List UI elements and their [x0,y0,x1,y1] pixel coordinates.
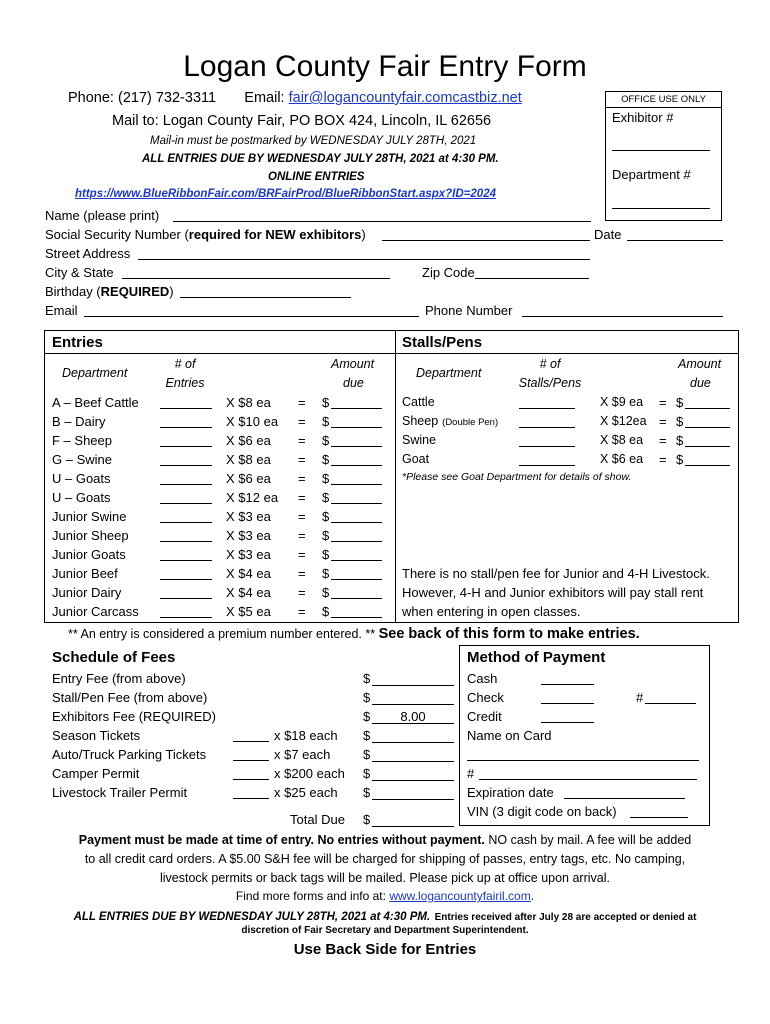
entry-dollar: $ [322,471,330,486]
entry-equals: = [298,509,306,524]
entry-count-field[interactable] [160,585,212,599]
cash-field[interactable] [541,684,594,685]
entry-dollar: $ [322,566,330,581]
zip-label: Zip Code [422,265,475,280]
entry-equals: = [298,414,306,429]
stall-price: X $8 ea [600,433,644,447]
fee-amount-field[interactable] [372,785,454,800]
stalls-col-num-1: # of [539,357,561,371]
entries-stalls-divider [395,330,396,623]
stall-department [402,433,436,447]
entry-count-field[interactable] [160,395,212,409]
fee-dollar: $ [363,690,371,705]
stall-dollar: $ [676,433,684,448]
entry-count-field[interactable] [160,509,212,523]
footer-line-2: to all credit card orders. A $5.00 S&H fee will be charged for shipping of passes, entry tags, etc. No camping, [84,852,686,866]
footer-discretion: discretion of Fair Secretary and Department Superintendent. [241,925,529,936]
entries-title: Entries [52,334,103,351]
entry-department: Junior Carcass [52,604,139,619]
fee-dollar: $ [363,785,371,800]
stall-department-label: Goat [402,452,430,466]
entry-department: U – Goats [52,490,111,505]
entry-department: Junior Dairy [52,585,122,600]
entry-amount-field[interactable] [331,414,382,428]
credit-label: Credit [467,709,502,724]
footer-back: Use Back Side for Entries [293,941,477,958]
entry-department: Junior Beef [52,566,118,581]
footer-due-line [0,907,770,925]
entries-col-num-1: # of [174,357,196,371]
date-label: Date [594,227,622,242]
stall-department [402,414,498,428]
entry-equals: = [298,528,306,543]
name-label: Name (please print) [45,208,160,223]
entry-department: F – Sheep [52,433,112,448]
entry-dollar: $ [322,509,330,524]
fee-quantity-field[interactable] [233,728,269,742]
fee-dollar: $ [363,671,371,686]
email-field-label: Email [45,303,78,318]
entry-amount-field[interactable] [331,547,382,561]
entry-price: X $8 ea [226,452,271,467]
stalls-title: Stalls/Pens [402,334,483,351]
stall-count-field[interactable] [519,452,575,466]
footer-line-1 [0,833,770,847]
stall-equals: = [659,452,667,467]
total-due-field[interactable] [372,826,454,827]
entry-count-field[interactable] [160,547,212,561]
fee-quantity-field[interactable] [233,747,269,761]
stall-count-field[interactable] [519,433,575,447]
email-link[interactable]: fair@logancountyfair.comcastbiz.net [288,90,522,106]
entry-amount-field[interactable] [331,490,382,504]
stall-department-note: (Double Pen) [442,417,499,428]
stall-amount-field[interactable] [685,395,730,409]
more-info-link[interactable]: www.logancountyfairil.com [389,889,531,903]
entry-dollar: $ [322,414,330,429]
fee-label: Camper Permit [52,766,140,781]
entry-equals: = [298,452,306,467]
ssn-label-b: required for NEW exhibitors [188,227,362,242]
stall-equals: = [659,395,667,410]
exhibitor-number-label: Exhibitor # [612,110,674,125]
check-number-field[interactable] [645,703,696,704]
fee-rate: x $18 each [274,728,338,743]
card-number-field[interactable] [479,779,697,780]
ssn-field[interactable] [382,240,590,241]
more-info-period: . [530,889,535,903]
entry-amount-field[interactable] [331,433,382,447]
stall-department [402,395,435,409]
fee-label: Stall/Pen Fee (from above) [52,690,208,705]
stall-price: X $6 ea [600,452,644,466]
entry-price: X $4 ea [226,585,271,600]
entry-price: X $3 ea [226,528,271,543]
online-entries-link[interactable]: https://www.BlueRibbonFair.com/BRFairProd/BlueRibbonStart.aspx?ID=2024 [75,188,496,200]
entry-amount-field[interactable] [331,395,382,409]
check-number-label: # [636,690,644,705]
entry-count-field[interactable] [160,414,212,428]
ssn-label-c: ) [361,227,366,242]
fee-quantity-field[interactable] [233,785,269,799]
fee-label: Auto/Truck Parking Tickets [52,747,207,762]
expiration-field[interactable] [564,798,685,799]
entry-dollar: $ [322,585,330,600]
entry-amount-field[interactable] [331,509,382,523]
entry-price: X $6 ea [226,471,271,486]
junior-note-2: However, 4-H and Junior exhibitors will pay stall rent [402,585,704,600]
stall-equals: = [659,414,667,429]
entry-dollar: $ [322,452,330,467]
footer-line-3: livestock permits or back tags will be mailed. Please pick up at office upon arrival. [160,871,610,885]
email-label: Email: [244,90,285,106]
entry-price: X $6 ea [226,433,271,448]
check-field[interactable] [541,703,594,704]
phone-number-field[interactable] [522,316,723,317]
stalls-col-dept: Department [416,366,482,380]
stall-price: X $12ea [600,414,647,428]
stall-dollar: $ [676,395,684,410]
entry-amount-field[interactable] [331,585,382,599]
entry-count-field[interactable] [160,604,212,618]
payment-title: Method of Payment [467,649,606,666]
street-label: Street Address [45,246,131,261]
entry-amount-field[interactable] [331,471,382,485]
entry-amount-field[interactable] [331,566,382,580]
stall-department-label: Swine [402,433,437,447]
footer-late: Entries received after July 28 are accepted or denied at [434,912,697,923]
city-state-field[interactable] [122,278,390,279]
total-due-dollar: $ [363,812,371,827]
entry-amount-field[interactable] [331,528,382,542]
entry-price: X $4 ea [226,566,271,581]
fee-amount-field[interactable]: 8.00 [372,709,454,724]
entry-count-field[interactable] [160,452,212,466]
fee-dollar: $ [363,709,371,724]
entry-count-field[interactable] [160,490,212,504]
office-use-title: OFFICE USE ONLY [605,94,722,108]
exhibitor-number-field[interactable] [612,150,710,151]
phone-line [68,90,522,106]
premium-note: ** An entry is considered a premium number entered. ** [68,627,376,641]
ssn-label [45,227,366,242]
entry-department: Junior Swine [52,509,127,524]
entry-dollar: $ [322,547,330,562]
entry-dollar: $ [322,604,330,619]
fee-amount-field[interactable] [372,747,454,762]
fee-dollar: $ [363,747,371,762]
city-state-label: City & State [45,265,114,280]
entry-department: A – Beef Cattle [52,395,139,410]
stalls-col-amt-1: Amount [678,357,722,371]
entry-count-field[interactable] [160,528,212,542]
check-label: Check [467,690,504,705]
footer-more-info [0,889,770,903]
total-due-label: Total Due [290,812,345,827]
birthday-label-c: ) [169,284,174,299]
vin-field[interactable] [630,817,688,818]
zip-field[interactable] [475,278,589,279]
birthday-label-a: Birthday ( [45,284,101,299]
page-title: Logan County Fair Entry Form [183,50,587,83]
footer-payment-rest: NO cash by mail. A fee will be added [488,833,692,847]
footer-due-italic: ALL ENTRIES DUE BY WEDNESDAY JULY 28TH, 2021 at 4:30 PM. [73,911,431,923]
fee-dollar: $ [363,728,371,743]
card-number-label: # [467,766,475,781]
entry-dollar: $ [322,395,330,410]
fee-rate: x $200 each [274,766,345,781]
cash-label: Cash [467,671,498,686]
entry-price: X $3 ea [226,509,271,524]
fee-rate: x $7 each [274,747,331,762]
fee-rate: x $25 each [274,785,338,800]
vin-label: VIN (3 digit code on back) [467,804,617,819]
name-on-card-label: Name on Card [467,728,552,743]
entry-count-field[interactable] [160,471,212,485]
entry-department: B – Dairy [52,414,106,429]
stall-amount-field[interactable] [685,433,730,447]
entry-count-field[interactable] [160,566,212,580]
email-field[interactable] [84,316,419,317]
fee-label: Season Tickets [52,728,141,743]
birthday-field[interactable] [180,297,351,298]
stall-dollar: $ [676,452,684,467]
postmark-note: Mail-in must be postmarked by WEDNESDAY JULY 28TH, 2021 [150,135,477,147]
expiration-label: Expiration date [467,785,554,800]
stall-equals: = [659,433,667,448]
entry-equals: = [298,471,306,486]
birthday-label [45,284,174,299]
name-on-card-field[interactable] [467,760,699,761]
street-field[interactable] [138,259,590,260]
credit-field[interactable] [541,722,594,723]
stall-dollar: $ [676,414,684,429]
stall-department-label: Sheep [402,414,439,428]
entry-equals: = [298,433,306,448]
phone-text: Phone: (217) 732-3311 [68,90,217,106]
entries-col-amt-2: due [343,376,364,390]
fee-amount-field[interactable] [372,671,454,686]
mail-to: Mail to: Logan County Fair, PO BOX 424, Lincoln, IL 62656 [112,113,492,129]
junior-note-1: There is no stall/pen fee for Junior and 4-H Livestock. [402,566,710,581]
entries-col-num-2: Entries [165,376,205,390]
entry-equals: = [298,547,306,562]
name-field[interactable] [173,221,591,222]
stalls-col-num-2: Stalls/Pens [518,376,582,390]
entry-department: G – Swine [52,452,112,467]
more-info-text: Find more forms and info at: [235,889,386,903]
birthday-label-b: REQUIRED [100,284,170,299]
entry-amount-field[interactable] [331,452,382,466]
entry-equals: = [298,585,306,600]
fee-label: Exhibitors Fee (REQUIRED) [52,709,216,724]
online-entries: ONLINE ENTRIES [268,171,365,183]
entry-price: X $12 ea [226,490,279,505]
entry-department: Junior Goats [52,547,126,562]
fee-quantity-field[interactable] [233,766,269,780]
footer-payment-bold: Payment must be made at time of entry. No entries without payment. [78,833,485,847]
stall-department-label: Cattle [402,395,435,409]
phone-number-label: Phone Number [425,303,513,318]
entry-dollar: $ [322,433,330,448]
entry-amount-field[interactable] [331,604,382,618]
stall-amount-field[interactable] [685,452,730,466]
entry-department: U – Goats [52,471,111,486]
entries-stalls-header-line [44,353,739,354]
entry-dollar: $ [322,528,330,543]
stall-department [402,452,429,466]
fee-amount-field[interactable] [372,690,454,705]
entry-equals: = [298,604,306,619]
fee-amount-field[interactable] [372,766,454,781]
entry-dollar: $ [322,490,330,505]
entry-count-field[interactable] [160,433,212,447]
goat-note: *Please see Goat Department for details of show. [402,471,632,483]
junior-note-3: when entering in open classes. [402,604,581,619]
department-number-field[interactable] [612,208,710,209]
fee-dollar: $ [363,766,371,781]
entry-equals: = [298,395,306,410]
stall-count-field[interactable] [519,395,575,409]
entry-price: X $10 ea [226,414,279,429]
entry-equals: = [298,490,306,505]
see-back-note: See back of this form to make entries. [378,626,640,642]
date-field[interactable] [627,240,723,241]
fee-amount-field[interactable] [372,728,454,743]
ssn-label-a: Social Security Number ( [45,227,189,242]
premium-note-line [68,626,640,642]
entry-price: X $3 ea [226,547,271,562]
fees-title: Schedule of Fees [52,649,176,666]
entry-equals: = [298,566,306,581]
entry-price: X $8 ea [226,395,271,410]
stall-count-field[interactable] [519,414,575,428]
stalls-col-amt-2: due [690,376,711,390]
stall-price: X $9 ea [600,395,644,409]
stall-amount-field[interactable] [685,414,730,428]
entry-price: X $5 ea [226,604,271,619]
fee-label: Livestock Trailer Permit [52,785,188,800]
entries-col-amt-1: Amount [331,357,375,371]
entry-department: Junior Sheep [52,528,129,543]
due-note: ALL ENTRIES DUE BY WEDNESDAY JULY 28TH, 2021 at 4:30 PM. [142,153,499,165]
department-number-label: Department # [612,167,691,182]
fee-label: Entry Fee (from above) [52,671,186,686]
entries-col-dept: Department [62,366,128,380]
